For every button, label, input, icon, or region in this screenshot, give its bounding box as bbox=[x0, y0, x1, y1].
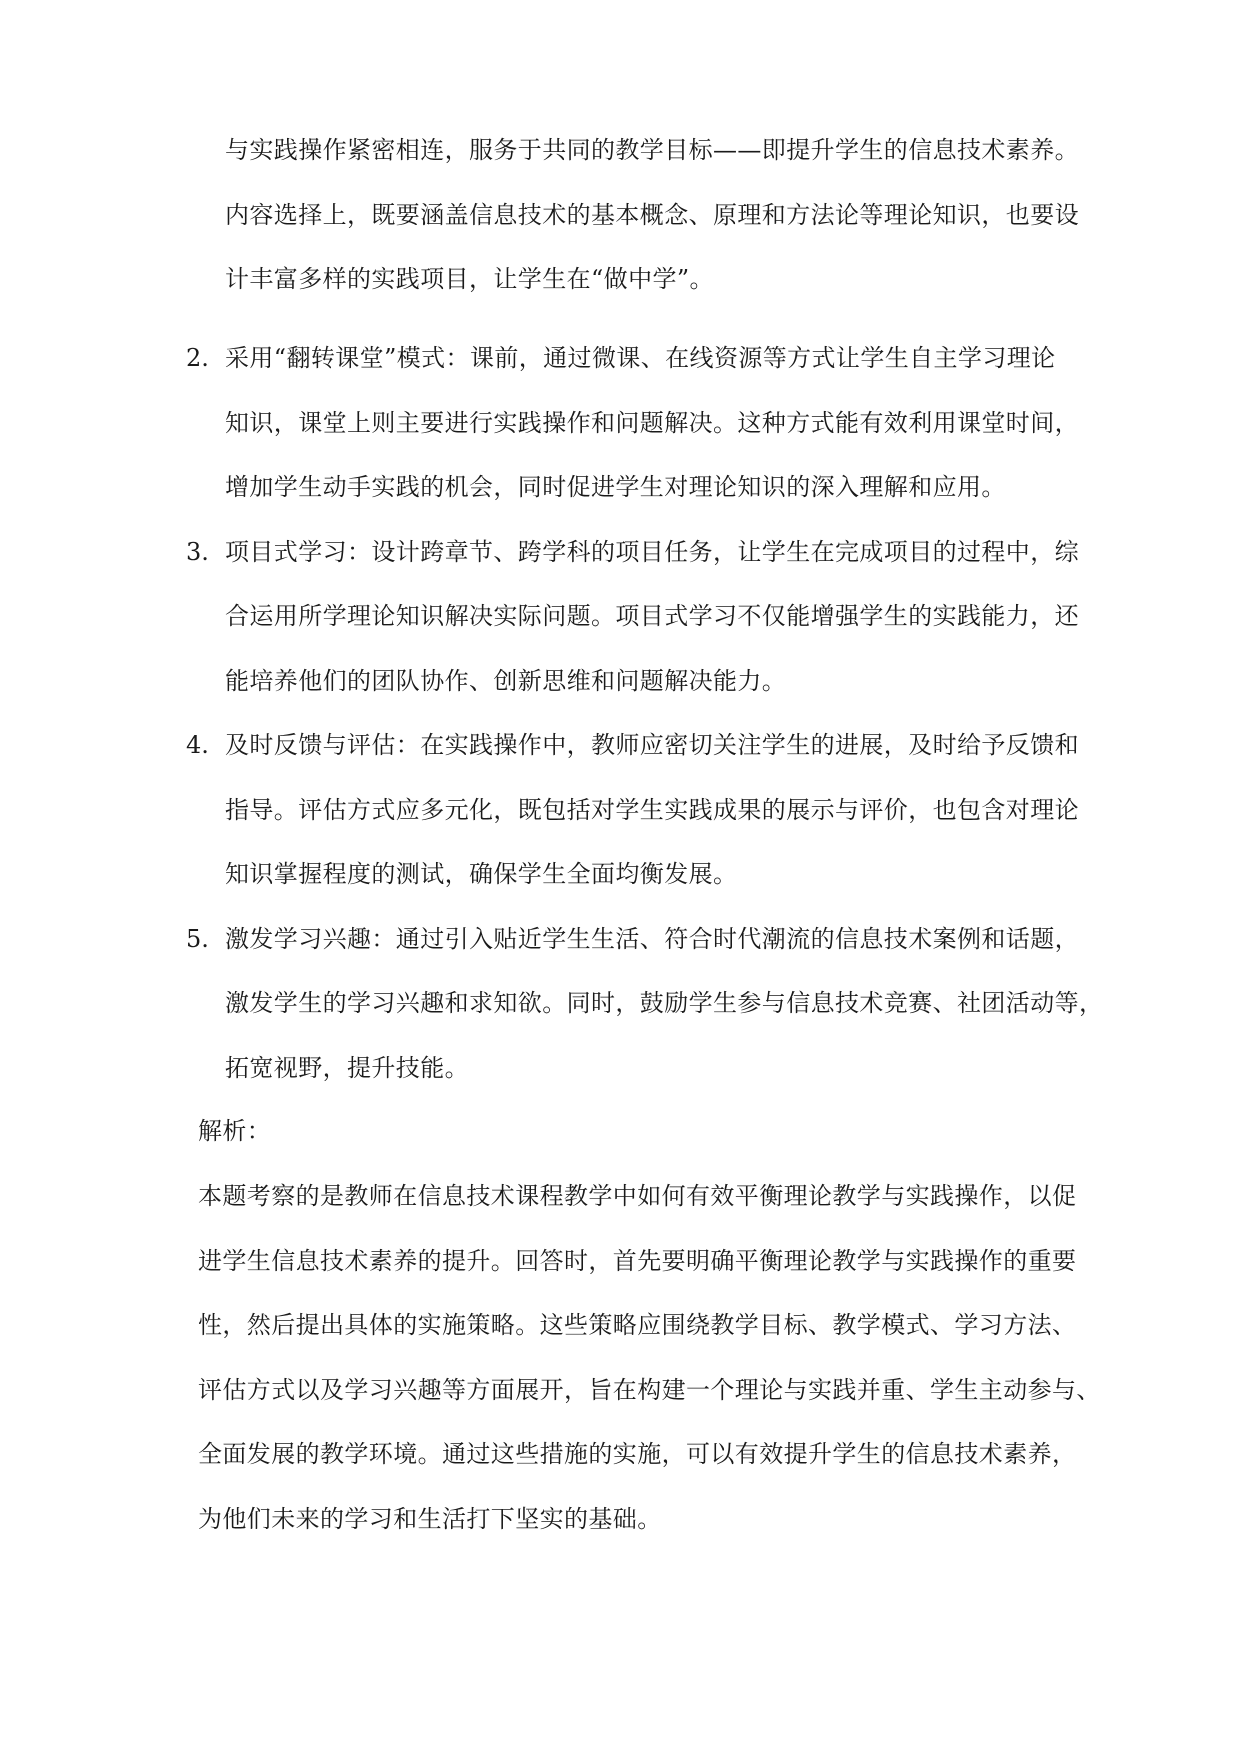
list-item-number: 2. bbox=[186, 344, 209, 372]
list-item-number: 4. bbox=[186, 731, 209, 759]
analysis-line: 全面发展的教学环境。通过这些措施的实施，可以有效提升学生的信息技术素养， bbox=[198, 1440, 1077, 1468]
list-item-line: 合运用所学理论知识解决实际问题。项目式学习不仅能增强学生的实践能力，还 bbox=[225, 602, 1079, 630]
analysis-line: 评估方式以及学习兴趣等方面展开，旨在构建一个理论与实践并重、学生主动参与、 bbox=[198, 1376, 1101, 1404]
list-item-line: 激发学习兴趣：通过引入贴近学生生活、符合时代潮流的信息技术案例和话题， bbox=[225, 925, 1079, 953]
analysis-line: 本题考察的是教师在信息技术课程教学中如何有效平衡理论教学与实践操作，以促 bbox=[198, 1182, 1077, 1210]
continuation-line-1: 与实践操作紧密相连，服务于共同的教学目标——即提升学生的信息技术素养。 bbox=[225, 136, 1079, 164]
list-item-line: 采用“翻转课堂”模式：课前，通过微课、在线资源等方式让学生自主学习理论 bbox=[225, 344, 1056, 372]
analysis-line: 为他们未来的学习和生活打下坚实的基础。 bbox=[198, 1505, 662, 1533]
list-item-number: 5. bbox=[186, 925, 209, 953]
list-item-line: 知识掌握程度的测试，确保学生全面均衡发展。 bbox=[225, 860, 738, 888]
list-item-number: 3. bbox=[186, 538, 209, 566]
list-item-line: 项目式学习：设计跨章节、跨学科的项目任务，让学生在完成项目的过程中，综 bbox=[225, 538, 1079, 566]
list-item-line: 知识，课堂上则主要进行实践操作和问题解决。这种方式能有效利用课堂时间， bbox=[225, 409, 1079, 437]
list-item-line: 能培养他们的团队协作、创新思维和问题解决能力。 bbox=[225, 667, 787, 695]
list-item-line: 拓宽视野，提升技能。 bbox=[225, 1054, 469, 1082]
analysis-heading: 解析： bbox=[198, 1117, 272, 1145]
list-item-line: 增加学生动手实践的机会，同时促进学生对理论知识的深入理解和应用。 bbox=[225, 473, 1006, 501]
list-item-line: 及时反馈与评估：在实践操作中，教师应密切关注学生的进展，及时给予反馈和 bbox=[225, 731, 1079, 759]
analysis-line: 性，然后提出具体的实施策略。这些策略应围绕教学目标、教学模式、学习方法、 bbox=[198, 1311, 1077, 1339]
continuation-line-3: 计丰富多样的实践项目，让学生在“做中学”。 bbox=[225, 265, 714, 293]
list-item-line: 激发学生的学习兴趣和求知欲。同时，鼓励学生参与信息技术竞赛、社团活动等， bbox=[225, 989, 1104, 1017]
continuation-line-2: 内容选择上，既要涵盖信息技术的基本概念、原理和方法论等理论知识，也要设 bbox=[225, 201, 1079, 229]
list-item-line: 指导。评估方式应多元化，既包括对学生实践成果的展示与评价，也包含对理论 bbox=[225, 796, 1079, 824]
analysis-line: 进学生信息技术素养的提升。回答时，首先要明确平衡理论教学与实践操作的重要 bbox=[198, 1247, 1077, 1275]
